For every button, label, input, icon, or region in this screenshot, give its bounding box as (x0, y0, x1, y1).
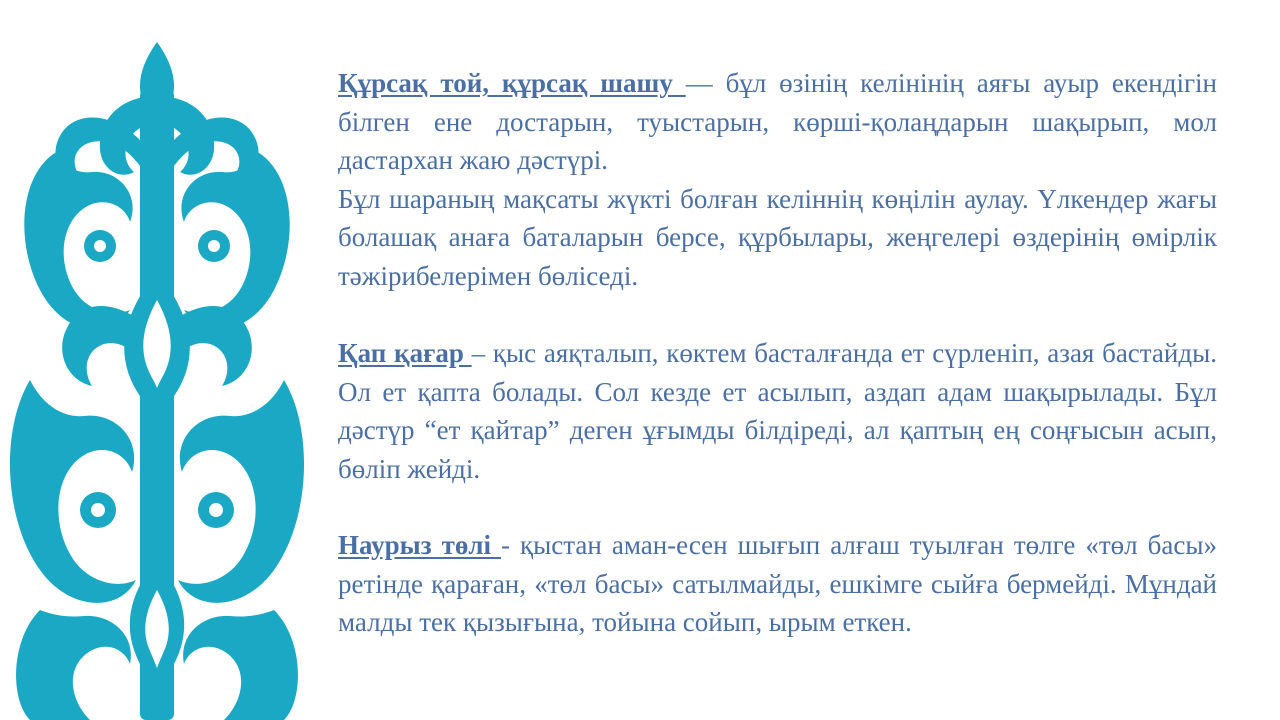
content-text (338, 64, 1217, 642)
section-kursak-toi (338, 64, 1217, 180)
definition-kursak-toi: — бұл өзінің келінінің аяғы ауыр екендігін білген ене достарын, туыстарын, көрші-қолаңдарын шақырып, мол дастархан жаю дәстүрі. (338, 68, 1217, 175)
kazakh-ornament-icon (0, 0, 310, 720)
term-kursak-toi: Құрсақ той, құрсақ шашу (338, 68, 686, 98)
section-nauryz-toli (338, 526, 1217, 642)
section-kap-kagar (338, 334, 1217, 488)
definition-kap-kagar: – қыс аяқталып, көктем басталғанда ет сүрленіп, азая бастайды. Ол ет қапта болады. Сол кезде ет асылып, аздап адам шақырылады. Бұл дәстүр “ет қайтар” деген ұғымды білдіреді, ал қаптың ең соңғысын асып, бөліп жейді. (338, 338, 1217, 484)
paragraph-kursak-toi-purpose: Бұл шараның мақсаты жүкті болған келіннің көңілін аулау. Үлкендер жағы болашақ анаға баталарын берсе, құрбылары, жеңгелері өздерінің өмірлік тәжірибелерімен бөліседі. (338, 183, 1217, 291)
term-nauryz-toli: Наурыз төлі (338, 530, 502, 560)
term-kap-kagar: Қап қағар (338, 338, 472, 368)
definition-nauryz-toli: - қыстан аман-есен шығып алғаш туылған төлге «төл басы» ретінде қараған, «төл басы» сатылмайды, ешкімге сыйға бермейді. Мұндай малды тек қызығына, тойына сойып, ырым еткен. (338, 530, 1217, 637)
